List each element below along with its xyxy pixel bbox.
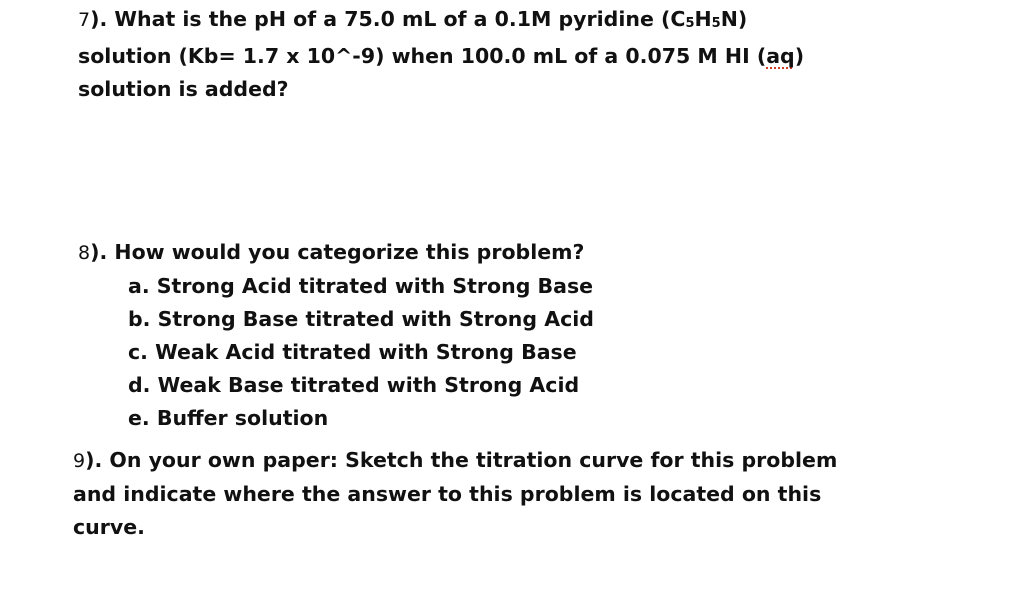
question-8-prompt — [78, 236, 594, 270]
option-b: b. Strong Base titrated with Strong Acid — [128, 307, 594, 331]
option-a: a. Strong Acid titrated with Strong Base — [128, 274, 594, 298]
question-8 — [78, 236, 594, 435]
option-e: e. Buffer solution — [128, 406, 329, 430]
question-9-line-3: curve. — [73, 515, 145, 539]
answer-options — [78, 270, 594, 435]
question-9-text-part: On your own paper: Sketch the titration curve for this problem — [109, 448, 838, 472]
question-7-text-part: N) — [720, 7, 748, 31]
question-7 — [78, 3, 804, 106]
question-7-text-part: ) — [794, 44, 805, 68]
spellcheck-flagged-word[interactable]: aq — [766, 44, 795, 68]
subscript-5: 5 — [685, 16, 695, 31]
option-c: c. Weak Acid titrated with Strong Base — [128, 340, 577, 364]
question-8-number-suffix: ). — [90, 240, 108, 264]
subscript-5: 5 — [711, 16, 721, 31]
question-7-text-part: What is the pH of a 75.0 mL of a 0.1M pyridine (C — [114, 7, 686, 31]
question-7-line-1 — [78, 3, 804, 40]
question-7-line-3: solution is added? — [78, 77, 289, 101]
question-9 — [73, 444, 837, 544]
option-d: d. Weak Base titrated with Strong Acid — [128, 373, 580, 397]
question-8-text: How would you categorize this problem? — [114, 240, 585, 264]
question-7-number: 7 — [78, 9, 91, 31]
question-9-line-2: and indicate where the answer to this problem is located on this — [73, 482, 822, 506]
question-7-text-part: solution (Kb= 1.7 x 10^-9) when 100.0 mL of a 0.075 M HI ( — [78, 44, 767, 68]
question-9-number: 9 — [73, 450, 86, 472]
question-9-number-suffix: ). — [85, 448, 103, 472]
question-7-number-suffix: ). — [90, 7, 108, 31]
question-7-line-2 — [78, 40, 804, 73]
question-9-line-1 — [73, 444, 837, 478]
question-8-number: 8 — [78, 242, 91, 264]
question-7-text-part: H — [694, 7, 712, 31]
